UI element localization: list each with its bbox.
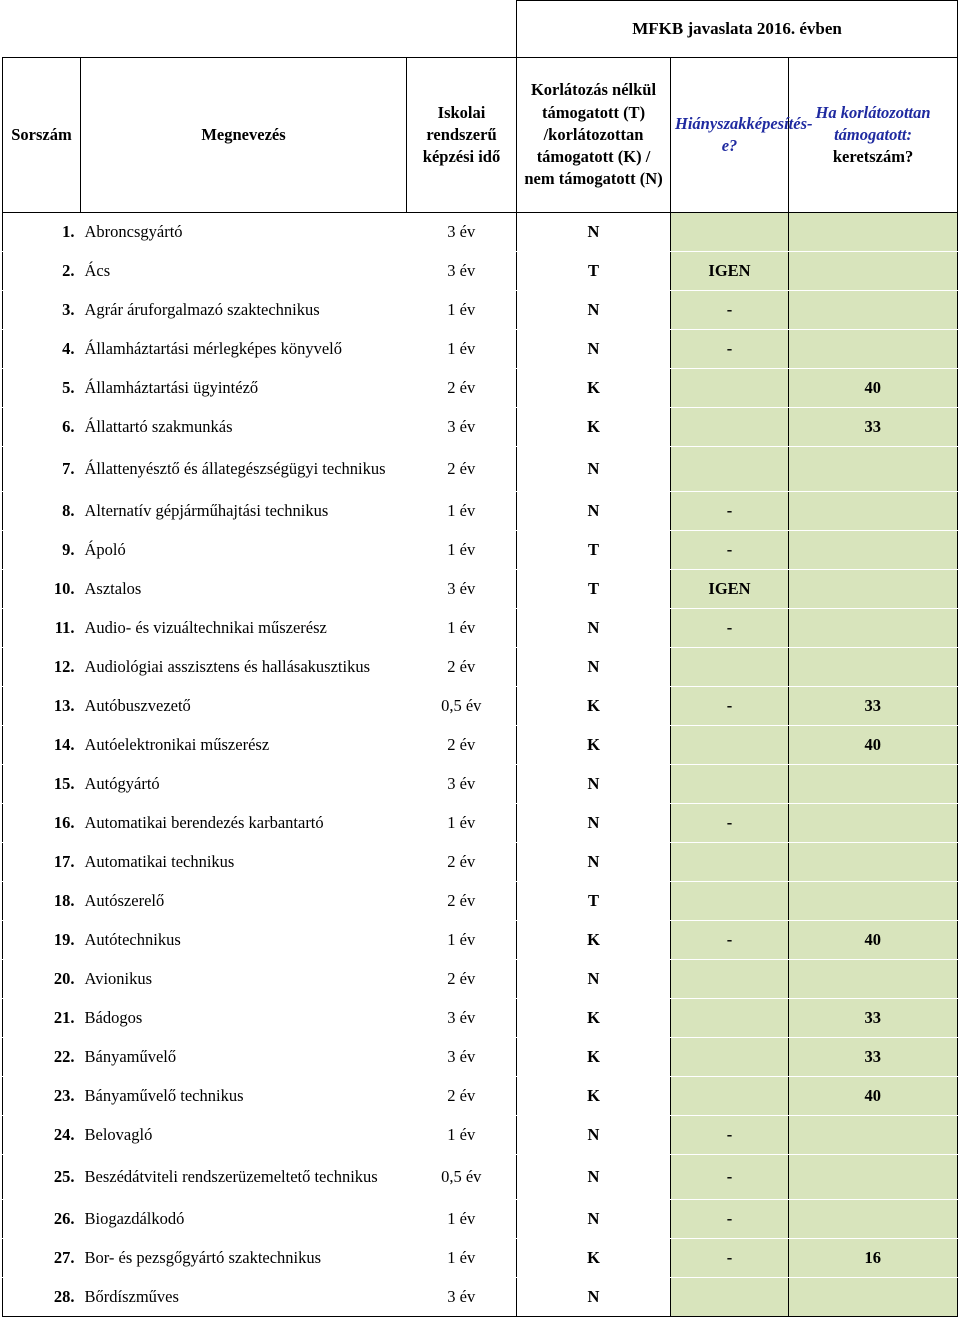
header-name: Megnevezés bbox=[81, 58, 407, 213]
row-number: 19. bbox=[3, 921, 81, 960]
row-duration: 1 év bbox=[407, 1200, 517, 1239]
row-capacity bbox=[789, 570, 958, 609]
row-number: 23. bbox=[3, 1077, 81, 1116]
row-name: Beszédátviteli rendszerüzemeltető technikus bbox=[81, 1155, 407, 1200]
table-row bbox=[3, 1038, 958, 1077]
row-capacity bbox=[789, 960, 958, 999]
row-capacity: 16 bbox=[789, 1239, 958, 1278]
row-number: 27. bbox=[3, 1239, 81, 1278]
row-shortage bbox=[671, 408, 789, 447]
row-shortage: - bbox=[671, 609, 789, 648]
row-capacity bbox=[789, 882, 958, 921]
row-number: 21. bbox=[3, 999, 81, 1038]
row-status: N bbox=[517, 1155, 671, 1200]
row-duration: 2 év bbox=[407, 447, 517, 492]
row-number: 13. bbox=[3, 687, 81, 726]
row-shortage bbox=[671, 960, 789, 999]
table-row bbox=[3, 609, 958, 648]
row-shortage: - bbox=[671, 531, 789, 570]
row-name: Ápoló bbox=[81, 531, 407, 570]
row-capacity: 40 bbox=[789, 921, 958, 960]
row-capacity bbox=[789, 804, 958, 843]
row-duration: 2 év bbox=[407, 960, 517, 999]
row-status: N bbox=[517, 960, 671, 999]
row-number: 8. bbox=[3, 492, 81, 531]
row-number: 6. bbox=[3, 408, 81, 447]
row-duration: 2 év bbox=[407, 369, 517, 408]
row-duration: 1 év bbox=[407, 921, 517, 960]
table-row bbox=[3, 492, 958, 531]
row-capacity bbox=[789, 213, 958, 252]
row-shortage: IGEN bbox=[671, 570, 789, 609]
header-status: Korlátozás nélkül támogatott (T) /korlátozottan támogatott (K) / nem támogatott (N) bbox=[517, 58, 671, 213]
row-duration: 1 év bbox=[407, 804, 517, 843]
row-status: K bbox=[517, 1239, 671, 1278]
table-row bbox=[3, 330, 958, 369]
header-shortage: Hiányszakképesítés-e? bbox=[671, 58, 789, 213]
row-status: N bbox=[517, 213, 671, 252]
row-capacity: 33 bbox=[789, 999, 958, 1038]
row-shortage bbox=[671, 1077, 789, 1116]
row-number: 7. bbox=[3, 447, 81, 492]
row-status: K bbox=[517, 687, 671, 726]
table-row bbox=[3, 882, 958, 921]
row-number: 12. bbox=[3, 648, 81, 687]
row-number: 24. bbox=[3, 1116, 81, 1155]
row-duration: 1 év bbox=[407, 291, 517, 330]
row-status: K bbox=[517, 369, 671, 408]
row-status: K bbox=[517, 921, 671, 960]
table-row bbox=[3, 447, 958, 492]
row-name: Államháztartási ügyintéző bbox=[81, 369, 407, 408]
row-duration: 3 év bbox=[407, 570, 517, 609]
row-number: 9. bbox=[3, 531, 81, 570]
row-number: 15. bbox=[3, 765, 81, 804]
row-shortage bbox=[671, 213, 789, 252]
row-name: Automatikai berendezés karbantartó bbox=[81, 804, 407, 843]
row-capacity bbox=[789, 765, 958, 804]
row-capacity bbox=[789, 330, 958, 369]
row-status: N bbox=[517, 609, 671, 648]
row-shortage bbox=[671, 843, 789, 882]
table-row bbox=[3, 921, 958, 960]
row-number: 26. bbox=[3, 1200, 81, 1239]
row-name: Automatikai technikus bbox=[81, 843, 407, 882]
header-duration: Iskolai rendszerű képzési idő bbox=[407, 58, 517, 213]
row-shortage: - bbox=[671, 1116, 789, 1155]
row-name: Bádogos bbox=[81, 999, 407, 1038]
row-duration: 1 év bbox=[407, 492, 517, 531]
row-status: N bbox=[517, 447, 671, 492]
row-name: Bőrdíszműves bbox=[81, 1278, 407, 1317]
row-name: Asztalos bbox=[81, 570, 407, 609]
row-capacity bbox=[789, 291, 958, 330]
row-duration: 3 év bbox=[407, 213, 517, 252]
table-row bbox=[3, 213, 958, 252]
row-name: Belovagló bbox=[81, 1116, 407, 1155]
row-duration: 0,5 év bbox=[407, 1155, 517, 1200]
row-name: Autótechnikus bbox=[81, 921, 407, 960]
title-row bbox=[3, 1, 958, 58]
row-name: Autószerelő bbox=[81, 882, 407, 921]
row-status: N bbox=[517, 330, 671, 369]
row-capacity bbox=[789, 1116, 958, 1155]
row-shortage bbox=[671, 648, 789, 687]
row-duration: 2 év bbox=[407, 648, 517, 687]
row-shortage: - bbox=[671, 1155, 789, 1200]
row-name: Autógyártó bbox=[81, 765, 407, 804]
row-name: Állattenyésztő és állategészségügyi technikus bbox=[81, 447, 407, 492]
header-row bbox=[3, 58, 958, 213]
row-name: Bányaművelő bbox=[81, 1038, 407, 1077]
table-row bbox=[3, 252, 958, 291]
row-shortage: - bbox=[671, 291, 789, 330]
row-number: 18. bbox=[3, 882, 81, 921]
row-status: T bbox=[517, 531, 671, 570]
row-capacity: 40 bbox=[789, 1077, 958, 1116]
row-name: Audiológiai asszisztens és hallásakusztikus bbox=[81, 648, 407, 687]
row-capacity: 33 bbox=[789, 687, 958, 726]
row-capacity bbox=[789, 648, 958, 687]
row-number: 14. bbox=[3, 726, 81, 765]
row-shortage: - bbox=[671, 687, 789, 726]
table-row bbox=[3, 726, 958, 765]
row-duration: 0,5 év bbox=[407, 687, 517, 726]
table-row bbox=[3, 1200, 958, 1239]
row-status: N bbox=[517, 492, 671, 531]
row-number: 1. bbox=[3, 213, 81, 252]
row-shortage bbox=[671, 882, 789, 921]
row-duration: 3 év bbox=[407, 765, 517, 804]
row-capacity: 33 bbox=[789, 408, 958, 447]
row-shortage: - bbox=[671, 921, 789, 960]
row-shortage bbox=[671, 1038, 789, 1077]
table-row bbox=[3, 1278, 958, 1317]
row-name: Bor- és pezsgőgyártó szaktechnikus bbox=[81, 1239, 407, 1278]
row-status: N bbox=[517, 1278, 671, 1317]
table-row bbox=[3, 1239, 958, 1278]
row-number: 20. bbox=[3, 960, 81, 999]
row-capacity bbox=[789, 609, 958, 648]
row-capacity bbox=[789, 1155, 958, 1200]
row-shortage: - bbox=[671, 330, 789, 369]
row-name: Ács bbox=[81, 252, 407, 291]
table-row bbox=[3, 1155, 958, 1200]
row-shortage: - bbox=[671, 1239, 789, 1278]
row-duration: 1 év bbox=[407, 1116, 517, 1155]
row-status: T bbox=[517, 882, 671, 921]
row-duration: 1 év bbox=[407, 609, 517, 648]
row-status: K bbox=[517, 408, 671, 447]
row-shortage bbox=[671, 765, 789, 804]
table-row bbox=[3, 408, 958, 447]
row-capacity bbox=[789, 252, 958, 291]
row-status: K bbox=[517, 726, 671, 765]
row-capacity bbox=[789, 447, 958, 492]
row-status: N bbox=[517, 765, 671, 804]
row-duration: 3 év bbox=[407, 999, 517, 1038]
row-name: Agrár áruforgalmazó szaktechnikus bbox=[81, 291, 407, 330]
table-row bbox=[3, 999, 958, 1038]
row-number: 11. bbox=[3, 609, 81, 648]
row-duration: 3 év bbox=[407, 408, 517, 447]
row-number: 25. bbox=[3, 1155, 81, 1200]
row-shortage bbox=[671, 1278, 789, 1317]
row-number: 3. bbox=[3, 291, 81, 330]
row-number: 16. bbox=[3, 804, 81, 843]
row-status: N bbox=[517, 1116, 671, 1155]
row-status: K bbox=[517, 1038, 671, 1077]
row-duration: 1 év bbox=[407, 1239, 517, 1278]
table-row bbox=[3, 570, 958, 609]
row-name: Bányaművelő technikus bbox=[81, 1077, 407, 1116]
header-capacity-italic: Ha korlátozottan támogatott: bbox=[815, 102, 931, 144]
row-shortage bbox=[671, 726, 789, 765]
row-shortage: - bbox=[671, 804, 789, 843]
row-capacity: 40 bbox=[789, 726, 958, 765]
row-duration: 1 év bbox=[407, 531, 517, 570]
table-row bbox=[3, 531, 958, 570]
row-shortage bbox=[671, 369, 789, 408]
table-row bbox=[3, 960, 958, 999]
row-shortage: IGEN bbox=[671, 252, 789, 291]
row-status: T bbox=[517, 252, 671, 291]
table-row bbox=[3, 1077, 958, 1116]
row-status: K bbox=[517, 999, 671, 1038]
row-name: Államháztartási mérlegképes könyvelő bbox=[81, 330, 407, 369]
table-row bbox=[3, 648, 958, 687]
row-name: Állattartó szakmunkás bbox=[81, 408, 407, 447]
row-status: N bbox=[517, 291, 671, 330]
mfkb-title: MFKB javaslata 2016. évben bbox=[517, 1, 958, 58]
row-shortage: - bbox=[671, 492, 789, 531]
row-name: Avionikus bbox=[81, 960, 407, 999]
row-name: Autóbuszvezető bbox=[81, 687, 407, 726]
row-duration: 2 év bbox=[407, 726, 517, 765]
row-status: N bbox=[517, 648, 671, 687]
row-status: N bbox=[517, 843, 671, 882]
row-number: 4. bbox=[3, 330, 81, 369]
header-num: Sorszám bbox=[3, 58, 81, 213]
row-status: N bbox=[517, 1200, 671, 1239]
row-duration: 2 év bbox=[407, 882, 517, 921]
row-name: Autóelektronikai műszerész bbox=[81, 726, 407, 765]
row-status: N bbox=[517, 804, 671, 843]
table-row bbox=[3, 687, 958, 726]
row-duration: 1 év bbox=[407, 330, 517, 369]
row-name: Biogazdálkodó bbox=[81, 1200, 407, 1239]
row-capacity bbox=[789, 531, 958, 570]
row-status: T bbox=[517, 570, 671, 609]
header-capacity bbox=[789, 58, 958, 213]
row-name: Abroncsgyártó bbox=[81, 213, 407, 252]
row-number: 5. bbox=[3, 369, 81, 408]
table-row bbox=[3, 804, 958, 843]
table-row bbox=[3, 765, 958, 804]
row-duration: 3 év bbox=[407, 1278, 517, 1317]
row-number: 2. bbox=[3, 252, 81, 291]
row-shortage bbox=[671, 447, 789, 492]
qualifications-table bbox=[2, 0, 958, 1317]
table-row bbox=[3, 291, 958, 330]
row-duration: 2 év bbox=[407, 843, 517, 882]
row-capacity: 40 bbox=[789, 369, 958, 408]
row-number: 10. bbox=[3, 570, 81, 609]
row-name: Alternatív gépjárműhajtási technikus bbox=[81, 492, 407, 531]
header-capacity-plain: keretszám? bbox=[832, 147, 914, 167]
row-capacity: 33 bbox=[789, 1038, 958, 1077]
row-shortage bbox=[671, 999, 789, 1038]
row-capacity bbox=[789, 1200, 958, 1239]
row-name: Audio- és vizuáltechnikai műszerész bbox=[81, 609, 407, 648]
table-row bbox=[3, 369, 958, 408]
row-number: 28. bbox=[3, 1278, 81, 1317]
row-duration: 3 év bbox=[407, 252, 517, 291]
row-duration: 2 év bbox=[407, 1077, 517, 1116]
row-number: 17. bbox=[3, 843, 81, 882]
table-row bbox=[3, 843, 958, 882]
row-capacity bbox=[789, 1278, 958, 1317]
row-status: K bbox=[517, 1077, 671, 1116]
table-row bbox=[3, 1116, 958, 1155]
row-capacity bbox=[789, 492, 958, 531]
row-duration: 3 év bbox=[407, 1038, 517, 1077]
row-number: 22. bbox=[3, 1038, 81, 1077]
row-shortage: - bbox=[671, 1200, 789, 1239]
spreadsheet bbox=[2, 0, 957, 1317]
row-capacity bbox=[789, 843, 958, 882]
